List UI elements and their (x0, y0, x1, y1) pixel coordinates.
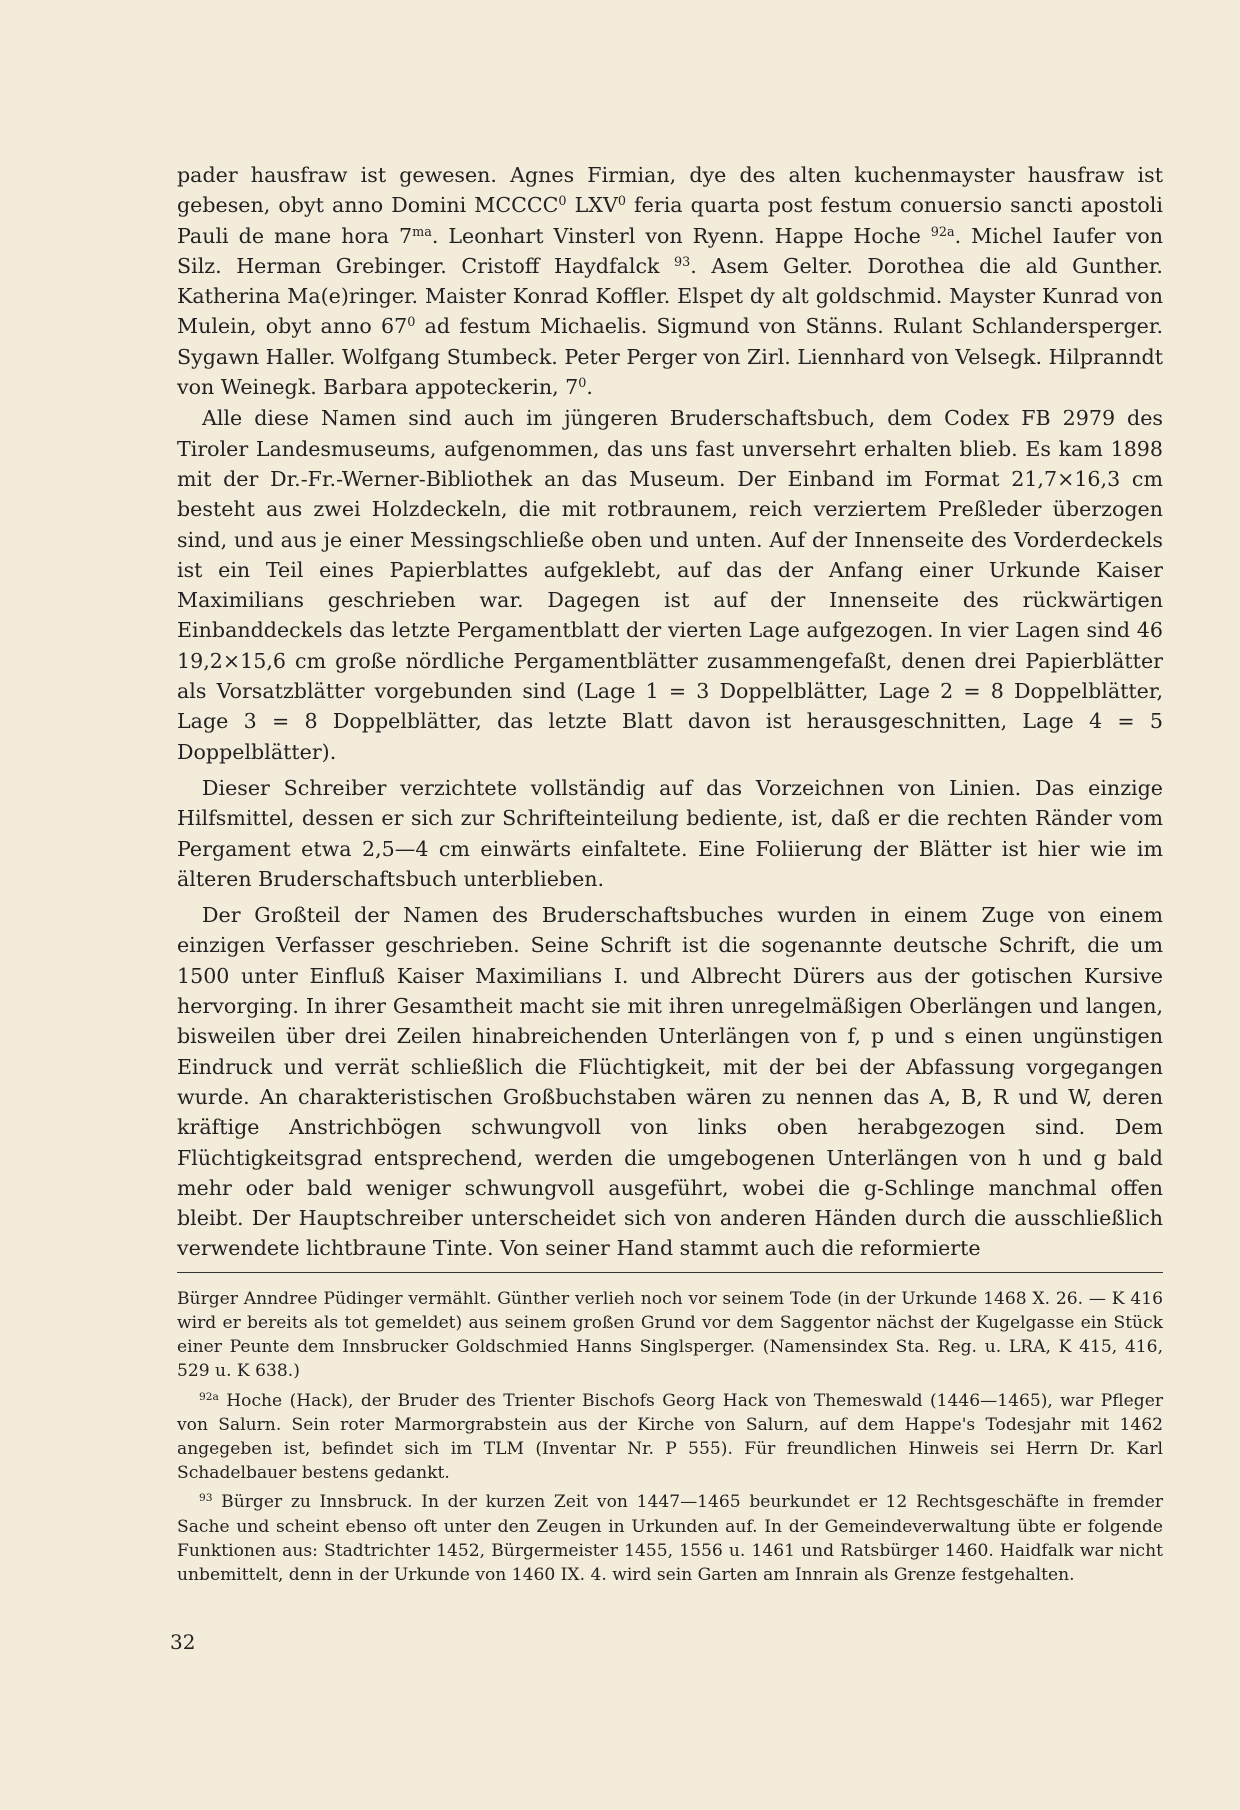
page-number: 32 (170, 1630, 196, 1654)
paragraph-script-analysis: Der Großteil der Namen des Bruderschaftsbuches wurden in einem Zuge von einem einzigen Verfasser geschrieben. Seine Schrift ist die sogenannte deutsche Schrift, die um 1500 unter Einfluß Kaiser Maximilians I. und Albrecht Dürers aus der gotischen Kursive hervorging. In ihrer Gesamtheit macht sie mit ihren unregelmäßigen Oberlängen und langen, bisweilen über drei Zeilen hinabreichenden Unterlängen von f, p und s einen ungünstigen Eindruck und verrät schließlich die Flüchtigkeit, mit der bei der Abfassung vorgegangen wurde. An charakteristischen Großbuchstaben wären zu nennen das A, B, R und W, deren kräftige Anstrichbögen schwungvoll von links oben herabgezogen sind. Dem Flüchtigkeitsgrad entsprechend, werden die umgebogenen Unterlängen von h und g bald mehr oder bald weniger schwungvoll ausgeführt, wobei die g-Schlinge manchmal offen bleibt. Der Hauptschreiber unterscheidet sich von anderen Händen durch die ausschließlich verwendete lichtbraune Tinte. Von seiner Hand stammt auch die reformierte (177, 903, 1163, 1261)
footnote-marker-92a: 92a (199, 1390, 219, 1403)
page (177, 160, 1163, 1587)
footnote-93: $^{93}$ Bürger zu Innsbruck. In der kurzen Zeit von 1447—1465 beurkundet er 12 Rechtsgeschäfte in fremder Sache und scheint ebenso oft unter den Zeugen in Urkunden auf. In der Gemeindeverwaltung übte er folgende Funktionen aus: Stadtrichter 1452, Bürgermeister 1455, 1556 u. 1461 und Ratsbürger 1460. Haidfalk war nicht unbemittelt, denn in der Urkunde von 1460 IX. 4. wird sein Garten am Innrain als Grenze festgehalten. (177, 1492, 1163, 1585)
paragraph-names-list: pader hausfraw ist gewesen. Agnes Firmian, dye des alten kuchenmayster hausfraw ist gebesen, obyt anno Domini MCCCC$^0$ LXV$^0$ feria quarta post festum conuersio sancti apostoli Pauli de mane hora $7^{ma}$. Leonhart Vinsterl von Ryenn. Happe Hoche $^{92a}$. Michel Iaufer von Silz. Herman Grebinger. Cristoff Haydfalck $^{93}$. Asem Gelter. Dorothea die ald Gunther. Katherina Ma(e)ringer. Maister Konrad Koffler. Elspet dy alt goldschmid. Mayster Kunrad von Mulein, obyt anno $67^0$ ad festum Michaelis. Sigmund von Stänns. Rulant Schlandersperger. Sygawn Haller. Wolfgang Stumbeck. Peter Perger von Zirl. Liennhard von Velsegk. Hilpranndt von Weinegk. Barbara appoteckerin, $7^0$. (177, 163, 1164, 400)
paragraph-codex-description: Alle diese Namen sind auch im jüngeren Bruderschaftsbuch, dem Codex FB 2979 des Tiroler Landesmuseums, aufgenommen, das uns fast unversehrt erhalten blieb. Es kam 1898 mit der Dr.-Fr.-Werner-Bibliothek an das Museum. Der Einband im Format 21,7×16,3 cm besteht aus zwei Holzdeckeln, die mit rotbraunem, reich verziertem Preßleder überzogen sind, und aus je einer Messingschließe oben und unten. Auf der Innenseite des Vorderdeckels ist ein Teil eines Papierblattes aufgeklebt, auf das der Anfang einer Urkunde Kaiser Maximilians geschrieben war. Dagegen ist auf der Innenseite des rückwärtigen Einbanddeckels das letzte Pergamentblatt der vierten Lage aufgezogen. In vier Lagen sind 46 19,2×15,6 cm große nördliche Pergamentblätter zusammengefaßt, denen drei Papierblätter als Vorsatzblätter vorgebunden sind (Lage 1 = 3 Doppelblätter, Lage 2 = 8 Doppelblätter, Lage 3 = 8 Doppelblätter, das letzte Blatt davon ist herausgeschnitten, Lage 4 = 5 Doppelblätter). (177, 406, 1163, 764)
footnote-ref-92a: 92a (930, 224, 955, 240)
paragraph-scribe-method: Dieser Schreiber verzichtete vollständig auf das Vorzeichnen von Linien. Das einzige Hilfsmittel, dessen er sich zur Schrifteinteilung bediente, ist, daß er die rechten Ränder vom Pergament etwa 2,5—4 cm einwärts einfaltete. Eine Foliierung der Blätter ist hier wie im älteren Bruderschaftsbuch unterblieben. (177, 775, 1163, 891)
body-text (177, 160, 1163, 1264)
footnote-92a: $^{92a}$ Hoche (Hack), der Bruder des Trienter Bischofs Georg Hack von Themeswald (1446—1465), war Pfleger von Salurn. Sein roter Marmorgrabstein aus der Kirche von Salurn, auf dem Happe's Todesjahr mit 1462 angegeben ist, befindet sich im TLM (Inventar Nr. P 555). Für freundlichen Hinweis sei Herrn Dr. Karl Schadelbauer bestens gedankt. (177, 1390, 1163, 1484)
footnotes (177, 1287, 1163, 1587)
footnote-divider (177, 1272, 1163, 1273)
footnote-marker-93: 93 (199, 1492, 213, 1505)
footnote-ref-93: 93 (674, 254, 691, 270)
footnote-continued: Bürger Anndree Püdinger vermählt. Günther verlieh noch vor seinem Tode (in der Urkunde 1468 X. 26. — K 416 wird er bereits als tot gemeldet) aus seinem großen Grund vor dem Saggentor nächst der Kugelgasse ein Stück einer Peunte dem Innsbrucker Goldschmied Hanns Singlsperger. (Namensindex Sta. Reg. u. LRA, K 415, 416, 529 u. K 638.) (177, 1288, 1163, 1382)
